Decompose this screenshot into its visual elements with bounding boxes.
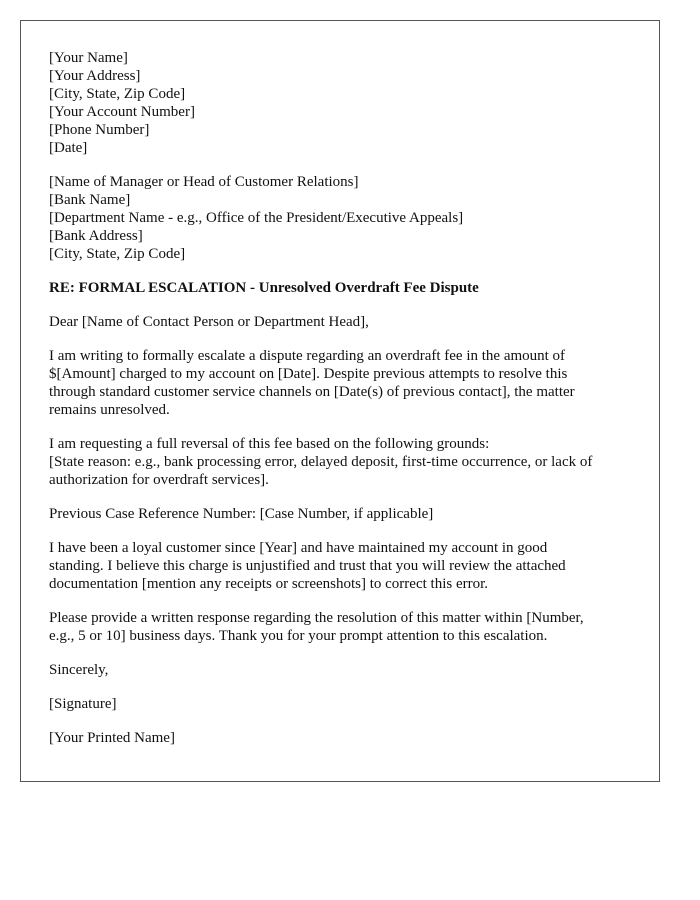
sender-phone-number: [Phone Number] [49, 122, 150, 138]
recipient-bank-name: [Bank Name] [49, 192, 131, 208]
paragraph-line: [State reason: e.g., bank processing error, delayed deposit, first-time occurrence, or lack of [49, 454, 593, 470]
paragraph-line: documentation [mention any receipts or screenshots] to correct this error. [49, 576, 489, 592]
sender-address-block [49, 49, 631, 157]
letter-page [20, 20, 660, 782]
subject-line: RE: FORMAL ESCALATION - Unresolved Overdraft Fee Dispute [49, 280, 479, 296]
paragraph-loyal-customer [49, 539, 631, 593]
paragraph-line: I am requesting a full reversal of this fee based on the following grounds: [49, 436, 490, 452]
sender-address: [Your Address] [49, 68, 141, 84]
paragraph-line: $[Amount] charged to my account on [Date]. Despite previous attempts to resolve this [49, 366, 568, 382]
paragraph-line: remains unresolved. [49, 402, 170, 418]
printed-name: [Your Printed Name] [49, 730, 175, 746]
paragraph-dispute-intro [49, 347, 631, 419]
recipient-address-block [49, 173, 631, 263]
paragraph-reversal-request [49, 435, 631, 489]
recipient-city-state-zip: [City, State, Zip Code] [49, 246, 186, 262]
paragraph-line: authorization for overdraft services]. [49, 472, 269, 488]
closing: Sincerely, [49, 662, 109, 678]
recipient-bank-address: [Bank Address] [49, 228, 143, 244]
signature-placeholder: [Signature] [49, 696, 117, 712]
paragraph-line: I am writing to formally escalate a dispute regarding an overdraft fee in the amount of [49, 348, 566, 364]
paragraph-line: Please provide a written response regarding the resolution of this matter within [Number, [49, 610, 584, 626]
sender-name: [Your Name] [49, 50, 128, 66]
case-reference-line: Previous Case Reference Number: [Case Number, if applicable] [49, 506, 434, 522]
sender-account-number: [Your Account Number] [49, 104, 195, 120]
sender-city-state-zip: [City, State, Zip Code] [49, 86, 186, 102]
paragraph-line: through standard customer service channels on [Date(s) of previous contact], the matter [49, 384, 575, 400]
paragraph-line: I have been a loyal customer since [Year] and have maintained my account in good [49, 540, 548, 556]
letter-date: [Date] [49, 140, 88, 156]
paragraph-line: e.g., 5 or 10] business days. Thank you for your prompt attention to this escalation. [49, 628, 548, 644]
paragraph-line: standing. I believe this charge is unjustified and trust that you will review the attached [49, 558, 566, 574]
paragraph-response-request [49, 609, 631, 645]
recipient-department: [Department Name - e.g., Office of the President/Executive Appeals] [49, 210, 464, 226]
salutation: Dear [Name of Contact Person or Department Head], [49, 314, 369, 330]
recipient-name: [Name of Manager or Head of Customer Relations] [49, 174, 359, 190]
